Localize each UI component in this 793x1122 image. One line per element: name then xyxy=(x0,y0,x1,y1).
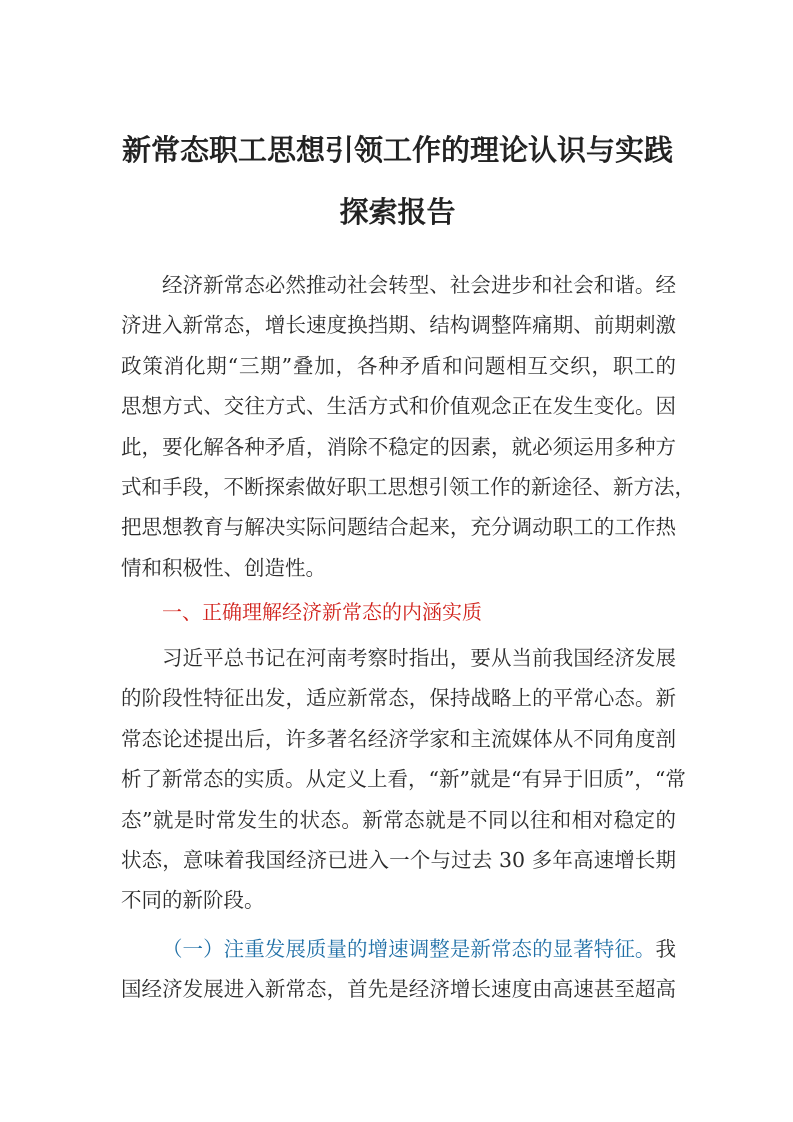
section-1-line: 态”就是时常发生的状态。新常态就是不同以往和相对稳定的 xyxy=(121,807,676,832)
intro-line: 思想方式、交往方式、生活方式和价值观念正在发生变化。因 xyxy=(121,394,676,419)
subsection-1-heading: （一）注重发展质量的增速调整是新常态的显著特征。 xyxy=(162,937,656,961)
intro-line: 式和手段，不断探索做好职工思想引领工作的新途径、新方法， xyxy=(121,474,695,499)
intro-line: 情和积极性、创造性。 xyxy=(121,555,326,580)
intro-paragraph xyxy=(121,265,695,588)
section-1-line: 习近平总书记在河南考察时指出，要从当前我国经济发展 xyxy=(162,646,676,670)
intro-line: 此，要化解各种矛盾，消除不稳定的因素，就必须运用多种方 xyxy=(121,434,676,459)
section-1-line: 析了新常态的实质。从定义上看，“新”就是“有异于旧质”，“常 xyxy=(121,767,686,792)
intro-line: 济进入新常态，增长速度换挡期、结构调整阵痛期、前期刺激 xyxy=(121,313,676,338)
section-1-heading: 一、正确理解经济新常态的内涵实质 xyxy=(162,600,482,624)
section-1-line: 不同的新阶段。 xyxy=(121,888,265,913)
section-1-line: 常态论述提出后，许多著名经济学家和主流媒体从不同角度剖 xyxy=(121,726,676,751)
subsection-1-paragraph xyxy=(121,929,676,1010)
subsection-1-first-line-tail: 我 xyxy=(655,937,676,961)
section-1-line: 的阶段性特征出发，适应新常态，保持战略上的平常心态。新 xyxy=(121,686,676,711)
intro-line: 把思想教育与解决实际问题结合起来，充分调动职工的工作热 xyxy=(121,515,676,540)
document-title-line-2: 探索报告 xyxy=(339,195,456,229)
section-1-paragraph xyxy=(121,638,686,921)
intro-line: 政策消化期“三期”叠加，各种矛盾和问题相互交织，职工的 xyxy=(121,353,676,378)
section-1-line: 状态，意味着我国经济已进入一个与过去 30 多年高速增长期 xyxy=(121,847,676,872)
document-title-line-1: 新常态职工思想引领工作的理论认识与实践 xyxy=(121,133,673,167)
subsection-1-first-line xyxy=(121,929,676,969)
subsection-1-line: 国经济发展进入新常态，首先是经济增长速度由高速甚至超高 xyxy=(121,977,676,1002)
intro-line: 经济新常态必然推动社会转型、社会进步和社会和谐。经 xyxy=(162,273,676,297)
